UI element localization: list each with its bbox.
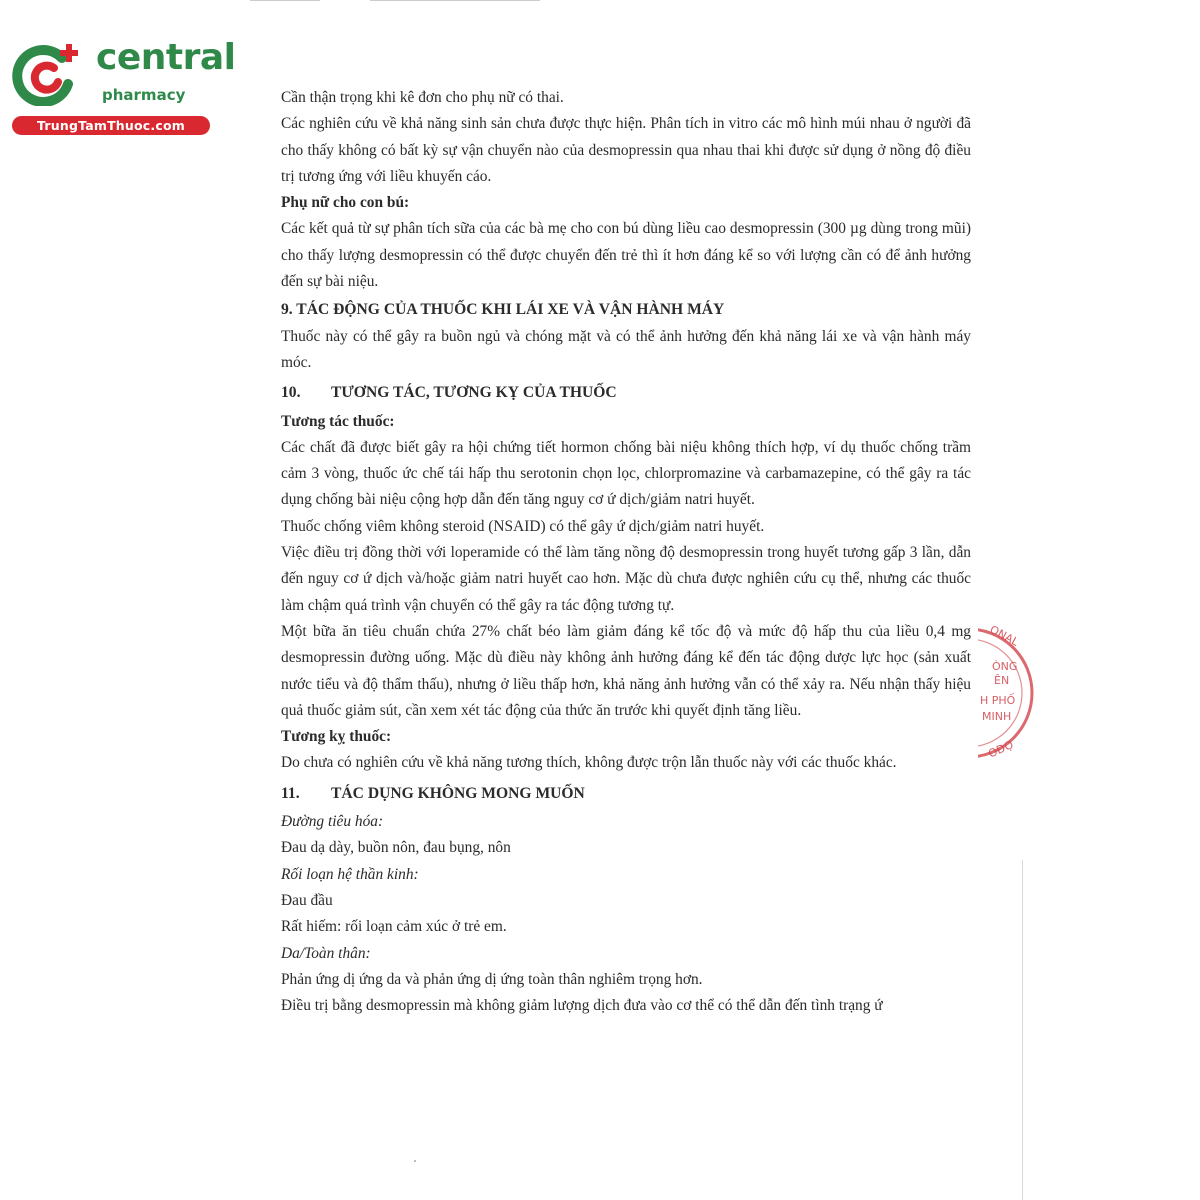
- paragraph: Các nghiên cứu về khả năng sinh sản chưa được thực hiện. Phân tích in vitro các mô hình múi nhau ở người đã cho thấy không có bất kỳ sự vận chuyển nào của desmopressin qua nhau thai khi được sử dụng ở nồng độ điều trị tương ứng với liều khuyến cáo.: [281, 115, 971, 185]
- stamp-text: ÊN: [994, 674, 1010, 687]
- paragraph: Một bữa ăn tiêu chuẩn chứa 27% chất béo làm giảm đáng kể tốc độ và mức độ hấp thu của liều 0,4 mg desmopressin đường uống. Mặc dù điều này không ảnh hưởng đáng kể đến tác động dược lực học (sản xuất nước tiểu và độ thẩm thấu), nhưng ở liều thấp hơn, khả năng ảnh hưởng vẫn có thể xảy ra. Nếu nhận thấy hiệu quả thuốc giảm sút, cần xem xét tác động của thức ăn trước khi quyết định tăng liều.: [281, 622, 971, 719]
- subheading-interaction: Tương tác thuốc:: [281, 412, 395, 430]
- pharmacy-logo-icon: [10, 40, 86, 106]
- official-stamp: [978, 608, 1034, 778]
- category-label: Rối loạn hệ thần kinh:: [281, 865, 419, 883]
- section-number: 11.: [281, 784, 300, 802]
- paragraph: Thuốc chống viêm không steroid (NSAID) có thể gây ứ dịch/giảm natri huyết.: [281, 517, 765, 535]
- scan-mark: [250, 0, 320, 1]
- stamp-text: ÒNG: [992, 660, 1018, 673]
- stamp-text: H PHỐ: [980, 694, 1016, 707]
- subheading-breastfeeding: Phụ nữ cho con bú:: [281, 194, 410, 212]
- page-edge-line: [1022, 860, 1023, 1200]
- scan-speck: [414, 1160, 416, 1162]
- paragraph: Thuốc này có thể gây ra buồn ngủ và chóng mặt và có thể ảnh hưởng đến khả năng lái xe và vận hành máy móc.: [281, 327, 971, 371]
- section-title: TÁC DỤNG KHÔNG MONG MUỐN: [331, 784, 585, 802]
- section-number: 10.: [281, 384, 301, 402]
- logo-name: central: [96, 37, 236, 78]
- list-item: Rất hiếm: rối loạn cảm xúc ở trẻ em.: [281, 918, 507, 936]
- paragraph: Các chất đã được biết gây ra hội chứng tiết hormon chống bài niệu không thích hợp, ví dụ thuốc chống trầm cảm 3 vòng, thuốc ức chế tái hấp thu serotonin chọn lọc, chlorpromazine và carbamazepine, có thể gây ra tác dụng chống bài niệu cộng hợp dẫn đến tăng nguy cơ ứ dịch/giảm natri huyết.: [281, 438, 971, 509]
- central-pharmacy-logo: [10, 36, 236, 136]
- paragraph: Các kết quả từ sự phân tích sữa của các bà mẹ cho con bú dùng liều cao desmopressin (300 µg dùng trong mũi) cho thấy lượng desmopressin có thể được chuyển đến trẻ thì ít hơn đáng kể so với lượng cần có để ảnh hưởng đến sự bài niệu.: [281, 220, 971, 291]
- section-heading-11: [281, 781, 971, 807]
- stamp-text: ONAL: [987, 622, 1021, 649]
- section-heading-10: [281, 380, 971, 406]
- list-item: Đau đầu: [281, 891, 333, 909]
- document-page: [281, 85, 971, 1019]
- section-heading-9: 9. TÁC ĐỘNG CỦA THUỐC KHI LÁI XE VÀ VẬN HÀNH MÁY: [281, 301, 725, 319]
- paragraph: Do chưa có nghiên cứu về khả năng tương thích, không được trộn lẫn thuốc này với các thuốc khác.: [281, 754, 897, 772]
- subheading-incompatibility: Tương kỵ thuốc:: [281, 728, 392, 746]
- logo-subtitle: pharmacy: [102, 86, 186, 104]
- stamp-text: MINH: [982, 710, 1012, 723]
- list-item: Phản ứng dị ứng da và phản ứng dị ứng toàn thân nghiêm trọng hơn.: [281, 970, 703, 988]
- category-label: Đường tiêu hóa:: [281, 813, 384, 831]
- category-label: Da/Toàn thân:: [281, 944, 371, 962]
- paragraph: Việc điều trị đồng thời với loperamide có thể làm tăng nồng độ desmopressin trong huyết tương gấp 3 lần, dẫn đến nguy cơ ứ dịch và/hoặc giảm natri huyết cao hơn. Mặc dù chưa được nghiên cứu cụ thể, nhưng các thuốc làm chậm quá trình vận chuyển có thể gây ra tác động tương tự.: [281, 544, 971, 614]
- logo-website: TrungTamThuoc.com: [12, 116, 210, 135]
- list-item: Đau dạ dày, buồn nôn, đau bụng, nôn: [281, 839, 511, 857]
- section-title: TƯƠNG TÁC, TƯƠNG KỴ CỦA THUỐC: [331, 384, 617, 402]
- stamp-text: OĐỌ: [986, 738, 1016, 761]
- scan-mark: [370, 0, 540, 1]
- list-item: Điều trị bằng desmopressin mà không giảm lượng dịch đưa vào cơ thể có thể dẫn đến tình trạng ứ: [281, 997, 883, 1015]
- paragraph: Cần thận trọng khi kê đơn cho phụ nữ có thai.: [281, 89, 564, 106]
